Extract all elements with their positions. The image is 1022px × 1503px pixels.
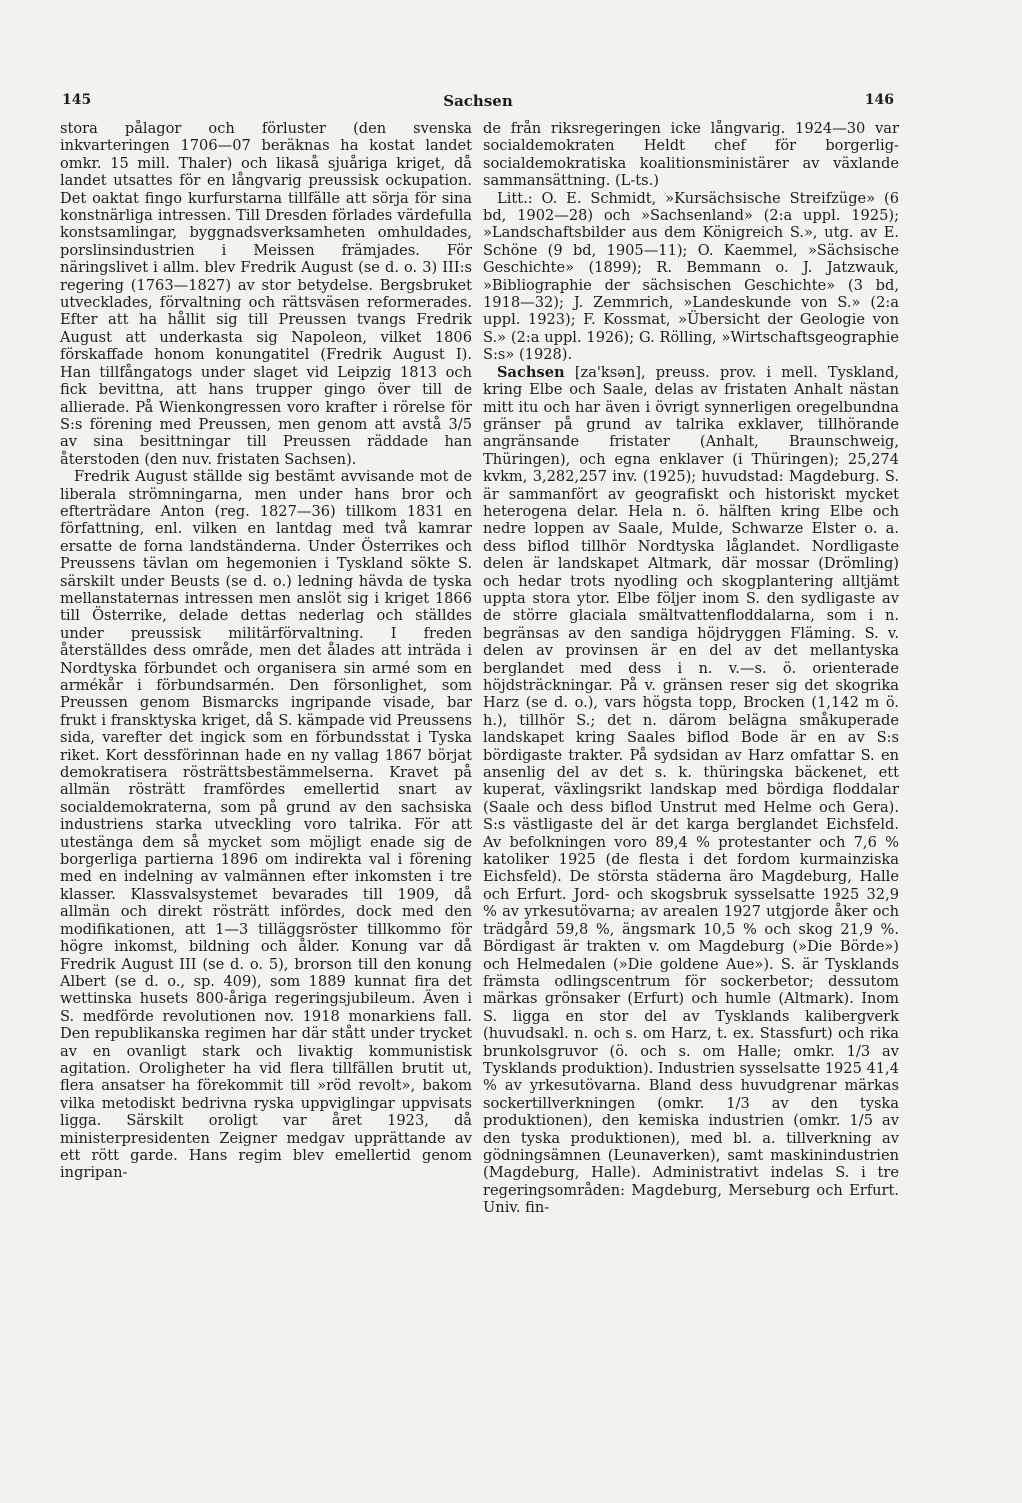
right-page-number: 146 — [864, 92, 894, 108]
entry-text: [za'ksən], preuss. prov. i mell. Tyskland, kring Elbe och Saale, delas av fristaten Anhalt nästan mitt itu och har även i övrigt synnerligen oregelbundna gränser på grund av talrika exklaver, tillhörande angränsande fristater (Anhalt, Braunschweig, Thüringen), och egna enklaver (i Thüringen); 25,274 kvkm, 3,282,257 inv. (1925); huvudstad: Magdeburg. S. är sammanfört av geografiskt och historiskt mycket heterogena delar. Hela n. ö. hälften kring Elbe och nedre loppen av Saale, Mulde, Schwarze Elster o. a. dess biflod tillhör Nordtyska låglandet. Nordligaste delen är landskapet Altmark, där mossar (Drömling) och hedar trots nyodling och skogplantering alltjämt uppta stora ytor. Elbe följer inom S. den sydligaste av de större glaciala smältvattenfloddalarna, som i n. begränsas av den sandiga höjdryggen Fläming. S. v. delen av provinsen är en del av det mellantyska berglandet med dess i n. v.—s. ö. orienterade höjdsträckningar. På v. gränsen reser sig det skogrika Harz (se d. o.), vars högsta topp, Brocken (1,142 m ö. h.), tillhör S.; det n. därom belägna småkuperade landskapet kring Saales biflod Bode är en av S:s bördigaste trakter. På sydsidan av Harz omfattar S. en ansenlig del av det s. k. thüringska bäckenet, ett kuperat, växlingsrikt landskap med bördiga floddalar (Saale och dess biflod Unstrut med Helme och Gera). S:s västligaste del är det karga berglandet Eichsfeld. Av befolkningen voro 89,4 % protestanter och 7,6 % katoliker 1925 (de flesta i det fordom kurmainziska Eichsfeld). De största städerna äro Magdeburg, Halle och Erfurt. Jord- och skogsbruk sysselsatte 1925 32,9 % av yrkesutövarna; av arealen 1927 utgjorde åker och trädgård 59,8 %, ängsmark 10,5 % och skog 21,9 %. Bördigast är trakten v. om Magdeburg (»Die Börde») och Helmedalen (»Die goldene Aue»). S. är Tysklands främsta odlingscentrum för sockerbetor; dessutom märkas grönsaker (Erfurt) och humle (Altmark). Inom S. ligga en stor del av Tysklands kalibergverk (huvudsakl. n. och s. om Harz, t. ex. Stassfurt) och rika brunkolsgruvor (ö. och s. om Halle; omkr. 1/3 av Tysklands produktion). Industrien sysselsatte 1925 41,4 % av yrkesutövarna. Bland dess huvudgrenar märkas sockertillverkningen (omkr. 1/3 av den tyska produktionen), den kemiska industrien (omkr. 1/5 av den tyska produktionen), med bl. a. tillverkning av gödningsämnen (Leunaverken), samt maskinindustrien (Magdeburg, Halle). Administrativt indelas S. i tre regeringsområden: Magdeburg, Merseburg och Erfurt. Univ. fin- — [483, 363, 899, 1217]
sachsen-entry — [483, 364, 899, 1217]
right-column — [483, 120, 899, 1410]
left-page-number: 145 — [62, 92, 92, 108]
entry-headword: Sachsen — [497, 363, 565, 381]
page-header — [62, 92, 894, 116]
running-head-title: Sachsen — [443, 92, 513, 110]
left-paragraph-2: Fredrik August ställde sig bestämt avvisande mot de liberala strömningarna, men under hans bror och efterträdare Anton (reg. 1827—36) tillkom 1831 en författning, enl. vilken en lantdag med två kamrar ersatte de forna landständerna. Under Österrikes och Preussens tävlan om hegemonien i Tyskland sökte S. särskilt under Beusts (se d. o.) ledning hävda de tyska mellanstaternas intressen men anslöt sig i kriget 1866 till Österrike, delade dettas nederlag och ställdes under preussisk militärförvaltning. I freden återställdes dess område, men det ålades att inträda i Nordtyska förbundet och organisera sin armé som en armékår i förbundsarmén. Den försonlighet, som Preussen genom Bismarcks ingripande visade, bar frukt i fransktyska kriget, då S. kämpade vid Preussens sida, varefter det ingick som en förbundsstat i Tyska riket. Kort dessförinnan hade en ny vallag 1867 börjat demokratisera rösträttsbestämmelserna. Kravet på allmän rösträtt framfördes emellertid snart av socialdemokraterna, som på grund av den sachsiska industriens starka utveckling voro talrika. För att utestänga dem så mycket som möjligt enade sig de borgerliga partierna 1896 om indirekta val i förening med en indelning av valmännen efter inkomsten i tre klasser. Klassvalsystemet bevarades till 1909, då allmän och direkt rösträtt infördes, dock med den modifikationen, att 1—3 tilläggsröster tillkommo för högre inkomst, bildning och ålder. Konung var då Fredrik August III (se d. o. 5), brorson till den konung Albert (se d. o., sp. 409), som 1889 kunnat fira det wettinska husets 800-åriga regeringsjubileum. Även i S. medförde revolutionen nov. 1918 monarkiens fall. Den republikanska regimen har där stått under trycket av en ovanligt stark och livaktig kommunistisk agitation. Oroligheter ha vid flera tillfällen brutit ut, flera ansatser ha förekommit till »röd revolt», bakom vilka metodiskt bedrivna ryska uppviglingar uppvisats ligga. Särskilt oroligt var året 1923, då ministerpresidenten Zeigner medgav upprättande av ett rött garde. Hans regim blev emellertid genom ingripan- — [60, 468, 472, 1182]
right-paragraph-1: de från riksregeringen icke långvarig. 1924—30 var socialdemokraten Heldt chef för borgerlig-socialdemokratiska koalitionsministärer av växlande sammansättning. (L-ts.) — [483, 120, 899, 190]
literature-paragraph: Litt.: O. E. Schmidt, »Kursächsische Streifzüge» (6 bd, 1902—28) och »Sachsenland» (2:a uppl. 1925); »Landschaftsbilder aus dem Königreich S.», utg. av E. Schöne (9 bd, 1905—11); O. Kaemmel, »Sächsische Geschichte» (1899); R. Bemmann o. J. Jatzwauk, »Bibliographie der sächsischen Geschichte» (3 bd, 1918—32); J. Zemmrich, »Landeskunde von S.» (2:a uppl. 1923); F. Kossmat, »Übersicht der Geologie von S.» (2:a uppl. 1926); G. Rölling, »Wirtschaftsgeographie S:s» (1928). — [483, 189, 899, 364]
left-paragraph-1: stora pålagor och förluster (den svenska inkvarteringen 1706—07 beräknas ha kostat landet omkr. 15 mill. Thaler) och likaså sjuåriga kriget, då landet utsattes för en långvarig preussisk ockupation. Det oaktat fingo kurfurstarna tillfälle att sörja för sina konstnärliga intressen. Till Dresden förlades värdefulla konstsamlingar, byggnadsverksamheten omhuldades, porslinsindustrien i Meissen främjades. För näringslivet i allm. blev Fredrik August (se d. o. 3) III:s regering (1763—1827) av stor betydelse. Bergsbruket utvecklades, förvaltning och rättsväsen reformerades. Efter att ha hållit sig till Preussen tvangs Fredrik August att underkasta sig Napoleon, vilket 1806 förskaffade honom konungatitel (Fredrik August I). Han tillfångatogs under slaget vid Leipzig 1813 och fick bevittna, att hans trupper gingo över till de allierade. På Wienkongressen voro krafter i rörelse för S:s förening med Preussen, men genom att avstå 3/5 av sina besittningar till Preussen räddade han återstoden (den nuv. fristaten Sachsen). — [60, 120, 472, 468]
left-column — [60, 120, 472, 1410]
